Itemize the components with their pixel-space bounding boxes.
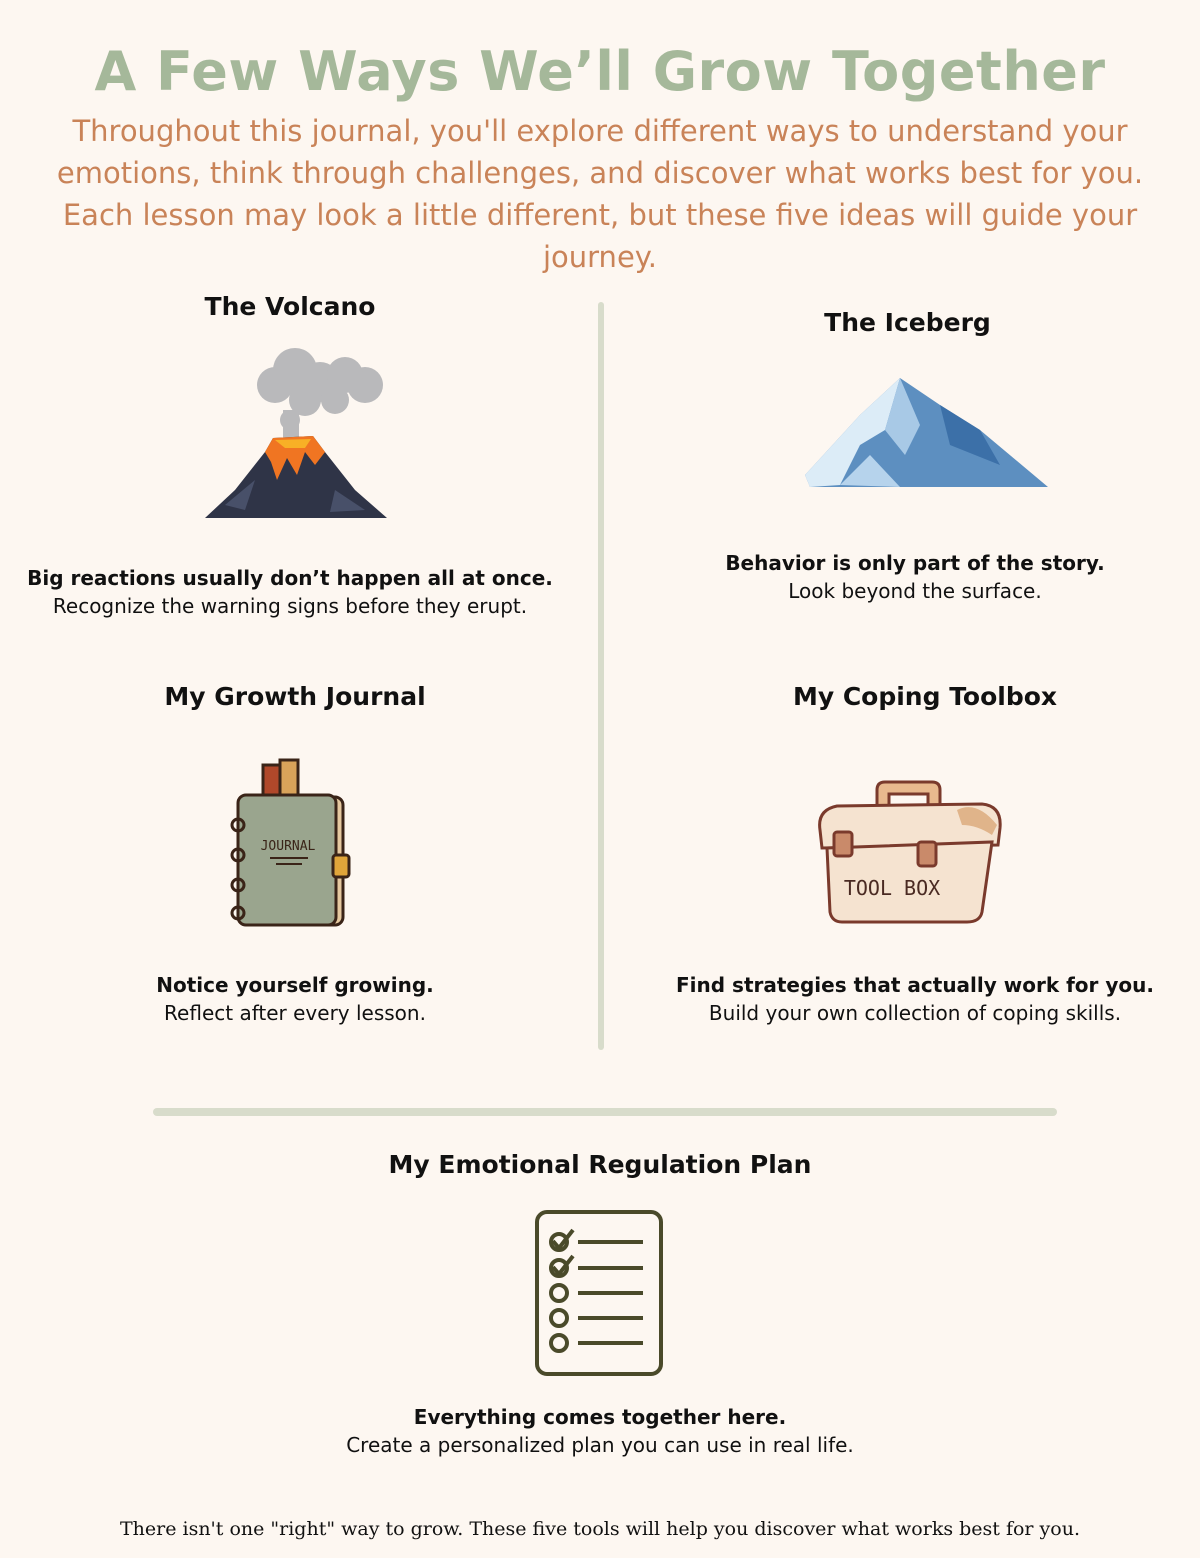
page-title: A Few Ways We’ll Grow Together <box>94 40 1106 103</box>
journal-icon <box>228 755 358 935</box>
footer-text: There isn't one "right" way to grow. These five tools will help you discover what works best for you. <box>119 1518 1081 1540</box>
section-journal-text <box>10 973 580 1025</box>
section-lead: Everything comes together here. <box>413 1405 787 1429</box>
section-heading: The Iceberg <box>824 308 991 337</box>
horizontal-divider <box>153 1108 1057 1116</box>
section-plan <box>250 1150 950 1179</box>
section-heading: The Volcano <box>204 292 376 321</box>
section-toolbox <box>640 682 1200 711</box>
journal-cover-text: JOURNAL <box>260 839 316 854</box>
section-desc: Recognize the warning signs before they erupt. <box>52 594 528 618</box>
checklist-icon <box>533 1208 665 1378</box>
section-heading: My Growth Journal <box>164 682 426 711</box>
section-desc: Build your own collection of coping skills. <box>708 1001 1122 1025</box>
section-heading: My Emotional Regulation Plan <box>388 1150 812 1179</box>
section-desc: Reflect after every lesson. <box>164 1001 426 1025</box>
section-heading: My Coping Toolbox <box>792 682 1058 711</box>
volcano-icon <box>195 340 395 530</box>
section-iceberg-text <box>630 551 1200 603</box>
section-desc: Look beyond the surface. <box>788 579 1042 603</box>
section-volcano-text <box>10 566 570 618</box>
section-volcano <box>10 292 570 321</box>
section-lead: Big reactions usually don’t happen all at once. <box>27 566 553 590</box>
section-toolbox-text <box>630 973 1200 1025</box>
section-lead: Behavior is only part of the story. <box>725 551 1105 575</box>
intro-text: Throughout this journal, you'll explore different ways to understand your emotions, think through challenges, and discover what works best for you. Each lesson may look a little different, but these five ideas will guide your journey. <box>56 114 1144 274</box>
section-iceberg <box>630 308 1185 337</box>
section-lead: Find strategies that actually work for you. <box>676 973 1154 997</box>
vertical-divider <box>598 302 604 1050</box>
section-plan-text <box>250 1405 950 1457</box>
iceberg-icon <box>800 375 1050 495</box>
section-lead: Notice yourself growing. <box>156 973 434 997</box>
toolbox-icon <box>812 780 1007 930</box>
section-desc: Create a personalized plan you can use in real life. <box>346 1433 854 1457</box>
section-journal <box>10 682 580 711</box>
toolbox-label-text: TOOL BOX <box>843 876 941 900</box>
